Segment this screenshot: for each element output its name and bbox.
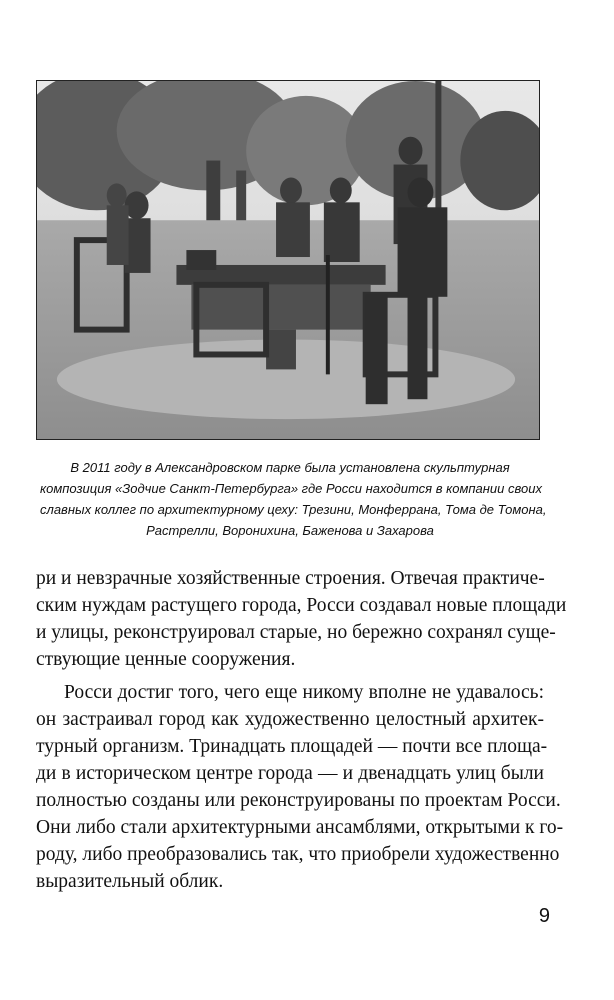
paragraph-1: [36, 565, 567, 673]
sculpture-photo-drawing: [37, 81, 539, 439]
caption-line: славных коллег по архитектурному цеху: Трезини, Монферрана, Тома де Томона,: [40, 502, 547, 517]
text-line: ским нуждам растущего города, Росси создавал новые площади: [36, 595, 567, 616]
caption-line: композиция «Зодчие Санкт-Петербурга» где Росси находится в компании своих: [40, 481, 542, 496]
text-line: он застраивал город как художественно целостный архитек-: [36, 709, 544, 730]
text-line: полностью созданы или реконструированы по проектам Росси.: [36, 790, 561, 811]
caption-line: В 2011 году в Александровском парке была установлена скульптурная: [70, 460, 510, 475]
text-line: роду, либо преобразовались так, что приобрели художественно: [36, 844, 560, 865]
text-line: Росси достиг того, чего еще никому вполне не удавалось:: [64, 682, 544, 703]
text-line: турный организм. Тринадцать площадей — почти все площа-: [36, 736, 548, 757]
text-line: ди в историческом центре города — и двенадцать улиц были: [36, 763, 544, 784]
caption-line: Растрелли, Воронихина, Баженова и Захарова: [146, 523, 434, 538]
text-line: ствующие ценные сооружения.: [36, 649, 296, 670]
text-line: и улицы, реконструировал старые, но бережно сохранял суще-: [36, 622, 556, 643]
photo-caption: [40, 457, 547, 541]
paragraph-2: [36, 679, 564, 895]
text-line: Они либо стали архитектурными ансамблями, открытыми к го-: [36, 817, 564, 838]
body-text: [36, 565, 567, 895]
text-line: ри и невзрачные хозяйственные строения. Отвечая практиче-: [36, 568, 545, 589]
text-line: выразительный облик.: [36, 871, 224, 892]
sculpture-photo: [36, 80, 540, 440]
page-number: 9: [538, 905, 550, 927]
